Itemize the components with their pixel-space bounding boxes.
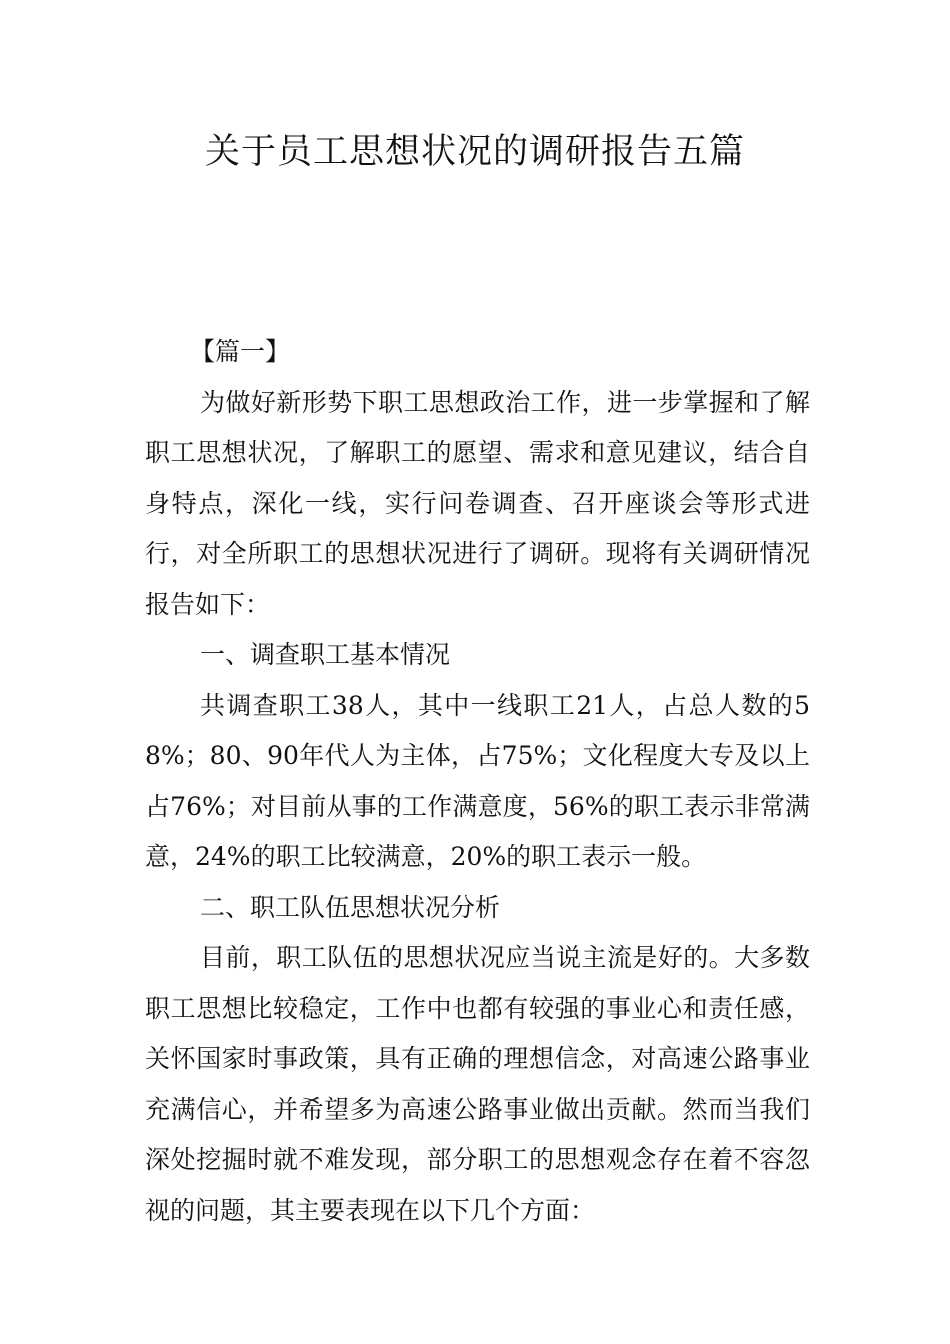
section-heading-1: 一、调查职工基本情况	[200, 640, 451, 669]
intro-paragraph: 为做好新形势下职工思想政治工作，进一步掌握和了解职工思想状况，了解职工的愿望、需求和意见建议，结合自身特点，深化一线，实行问卷调查、召开座谈会等形式进行，对全所职工的思想状况进行了调研。现将有关调研情况报告如下：	[145, 387, 810, 619]
document-body	[145, 327, 810, 1236]
section-heading-2: 二、职工队伍思想状况分析	[200, 892, 501, 922]
document-title: 关于员工思想状况的调研报告五篇	[204, 132, 745, 172]
section-tag: 【篇一】	[190, 337, 291, 366]
paragraph-1: 共调查职工38人，其中一线职工21人，占总人数的58%；80、90年代人为主体，占75%；文化程度大专及以上占76%；对目前从事的工作满意度，56%的职工表示非常满意，24%的职工比较满意，20%的职工表示一般。	[145, 690, 810, 871]
paragraph-2: 目前，职工队伍的思想状况应当说主流是好的。大多数职工思想比较稳定，工作中也都有较强的事业心和责任感，关怀国家时事政策，具有正确的理想信念，对高速公路事业充满信心，并希望多为高速公路事业做出贡献。然而当我们深处挖掘时就不难发现，部分职工的思想观念存在着不容忽视的问题，其主要表现在以下几个方面：	[145, 943, 810, 1225]
